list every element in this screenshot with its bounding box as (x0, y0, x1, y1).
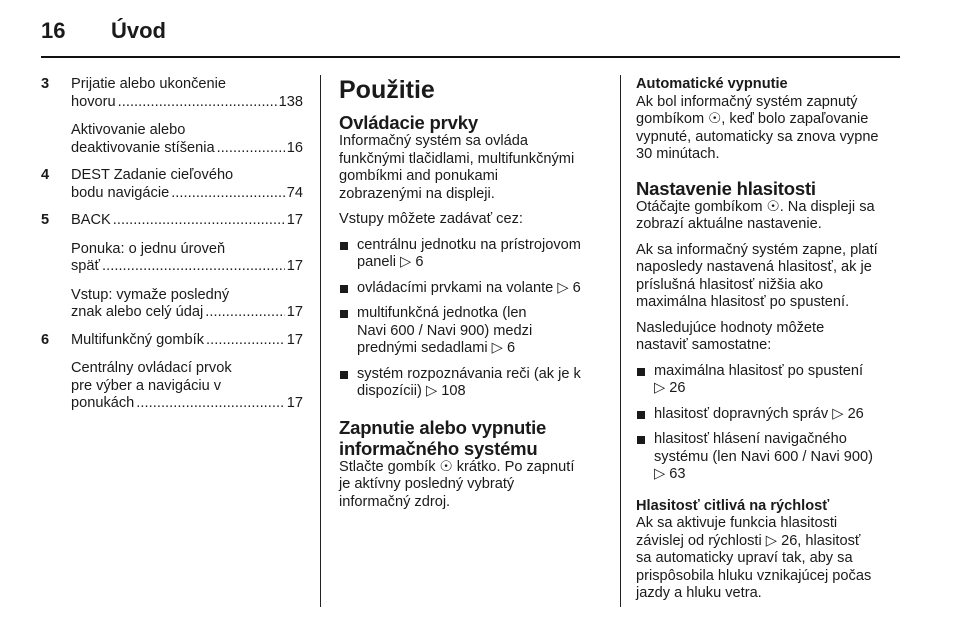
page-reference: 16 (286, 139, 303, 156)
reference-triangle-icon: ▷ (425, 383, 438, 399)
reference-triangle-icon: ▷ (832, 405, 844, 422)
list-item: centrálnu jednotku na prístrojovom paneli ▷ 6 (339, 237, 604, 272)
column-divider-left (320, 75, 321, 607)
list-item: hlasitosť dopravných správ ▷ 26 (636, 406, 904, 424)
page-reference: 63 (669, 466, 686, 482)
controls-heading: Ovládacie prvky (339, 112, 478, 133)
header-rule (41, 56, 900, 58)
page-reference: 17 (286, 395, 303, 411)
power-text: Stlačte gombík ☉ krátko. Po zapnutí je aktívny posledný vybratý informačný zdroj. (339, 458, 575, 510)
control-description: Aktivovanie alebo deaktivovanie stíšenia . . . 16 (71, 122, 303, 157)
list-item: hlasitosť hlásení navigačného systému (len Navi 600 / Navi 900) ▷ 63 (636, 431, 904, 484)
control-number: 6 (41, 331, 50, 348)
bullet-square-icon (340, 242, 348, 250)
page-reference: 26 (847, 405, 864, 422)
power-section (339, 417, 604, 512)
controls-intro: Informačný systém sa ovláda funkčnými tlačidlami, multifunkčnými gombíkmi and ponukami zobrazenými na displeji. (339, 133, 575, 202)
bullet-square-icon (637, 368, 645, 376)
dot-leader (118, 94, 277, 112)
reference-triangle-icon: ▷ (654, 380, 666, 396)
reference-triangle-icon: ▷ (557, 279, 569, 296)
list-item: multifunkčná jednotka (len Navi 600 / Navi 900) medzi prednými sedadlami ▷ 6 (339, 305, 604, 358)
speed-volume-text: Ak sa aktivuje funkcia hlasitosti závislej od rýchlosti ▷ 26, hlasitosť sa automaticky upraví tak, aby sa prispôsobila hluku vznikajúcej počas jazdy a hluku vetra. (636, 515, 872, 601)
control-description: Centrálny ovládací prvok pre výber a navigáciu v ponukách . . . 17 (71, 360, 303, 413)
control-description: BACK . . . 17 (71, 212, 303, 230)
speed-volume-section (636, 498, 904, 603)
list-item (41, 332, 303, 413)
page-title: Úvod (111, 18, 166, 43)
power-knob-icon: ☉ (708, 111, 722, 127)
power-heading: Zapnutie alebo vypnutie informačného systému (339, 416, 547, 459)
volume-para-1: Otáčajte gombíkom ☉. Na displeji sa zobrazí aktuálne nastavenie. (636, 198, 875, 232)
page-reference: 26 (669, 380, 686, 396)
bullet-square-icon (340, 310, 348, 318)
volume-section (636, 178, 904, 484)
power-knob-icon: ☉ (766, 198, 780, 215)
page-reference: 17 (286, 304, 303, 320)
page-reference: 6 (506, 340, 516, 356)
dot-leader (136, 395, 284, 413)
dot-leader (217, 140, 285, 158)
control-description: Prijatie alebo ukončenie hovoru . . . 138 (71, 76, 303, 111)
auto-off-heading: Automatické vypnutie (636, 76, 788, 92)
list-item (41, 212, 303, 322)
dot-leader (206, 332, 285, 350)
bullet-square-icon (340, 371, 348, 379)
page-reference: 6 (572, 279, 581, 296)
controls-legend-list (41, 76, 303, 423)
volume-para-3: Nasledujúce hodnoty môžete nastaviť samostatne: (636, 319, 825, 353)
page-reference: 74 (286, 184, 303, 201)
section-volume (636, 76, 904, 611)
dot-leader (102, 258, 285, 276)
page-reference: 17 (286, 258, 303, 274)
inputs-label: Vstupy môžete zadávať cez: (339, 211, 523, 227)
control-number: 4 (41, 167, 50, 183)
volume-heading: Nastavenie hlasitosti (636, 177, 816, 199)
control-description: Multifunkčný gombík . . . 17 (71, 332, 303, 350)
bullet-square-icon (637, 411, 645, 419)
reference-triangle-icon: ▷ (765, 532, 778, 549)
page-reference: 17 (286, 212, 303, 228)
page-reference: 6 (415, 254, 424, 270)
list-item (41, 167, 303, 202)
section-title: Použitie (339, 76, 435, 104)
reference-triangle-icon: ▷ (400, 254, 412, 270)
section-usage (339, 76, 604, 519)
bullet-square-icon (637, 436, 645, 444)
reference-triangle-icon: ▷ (491, 340, 503, 356)
reference-triangle-icon: ▷ (654, 466, 666, 482)
page-reference: 108 (441, 383, 466, 399)
list-item (41, 76, 303, 157)
bullet-square-icon (340, 285, 348, 293)
speed-volume-heading: Hlasitosť citlivá na rýchlosť (636, 497, 830, 514)
auto-off-text: Ak bol informačný systém zapnutý gombíkom ☉, keď bolo zapaľovanie vypnuté, automaticky sa znova vypne 30 minútach. (636, 93, 879, 162)
power-knob-icon: ☉ (439, 458, 453, 475)
page-reference: 138 (278, 93, 303, 110)
dot-leader (171, 185, 285, 203)
list-item: systém rozpoznávania reči (ak je k dispozícii) ▷ 108 (339, 366, 604, 401)
page-number: 16 (41, 18, 66, 43)
control-number: 5 (41, 212, 50, 228)
control-number: 3 (41, 76, 50, 92)
page-reference: 17 (286, 331, 303, 348)
control-description: Vstup: vymaže posledný znak alebo celý údaj . . . 17 (71, 287, 303, 322)
list-item: ovládacími prvkami na volante ▷ 6 (339, 280, 604, 298)
dot-leader (113, 212, 285, 230)
list-item: maximálna hlasitosť po spustení ▷ 26 (636, 363, 904, 398)
volume-para-2: Ak sa informačný systém zapne, platí naposledy nastavená hlasitosť, ak je príslušná hlasitosť nižšia ako maximálna hlasitosť po spustení. (636, 241, 878, 310)
dot-leader (205, 304, 285, 322)
control-description: DEST Zadanie cieľového bodu navigácie . . . 74 (71, 167, 303, 202)
control-description: Ponuka: o jednu úroveň späť . . . 17 (71, 241, 303, 276)
column-divider-right (620, 75, 621, 607)
